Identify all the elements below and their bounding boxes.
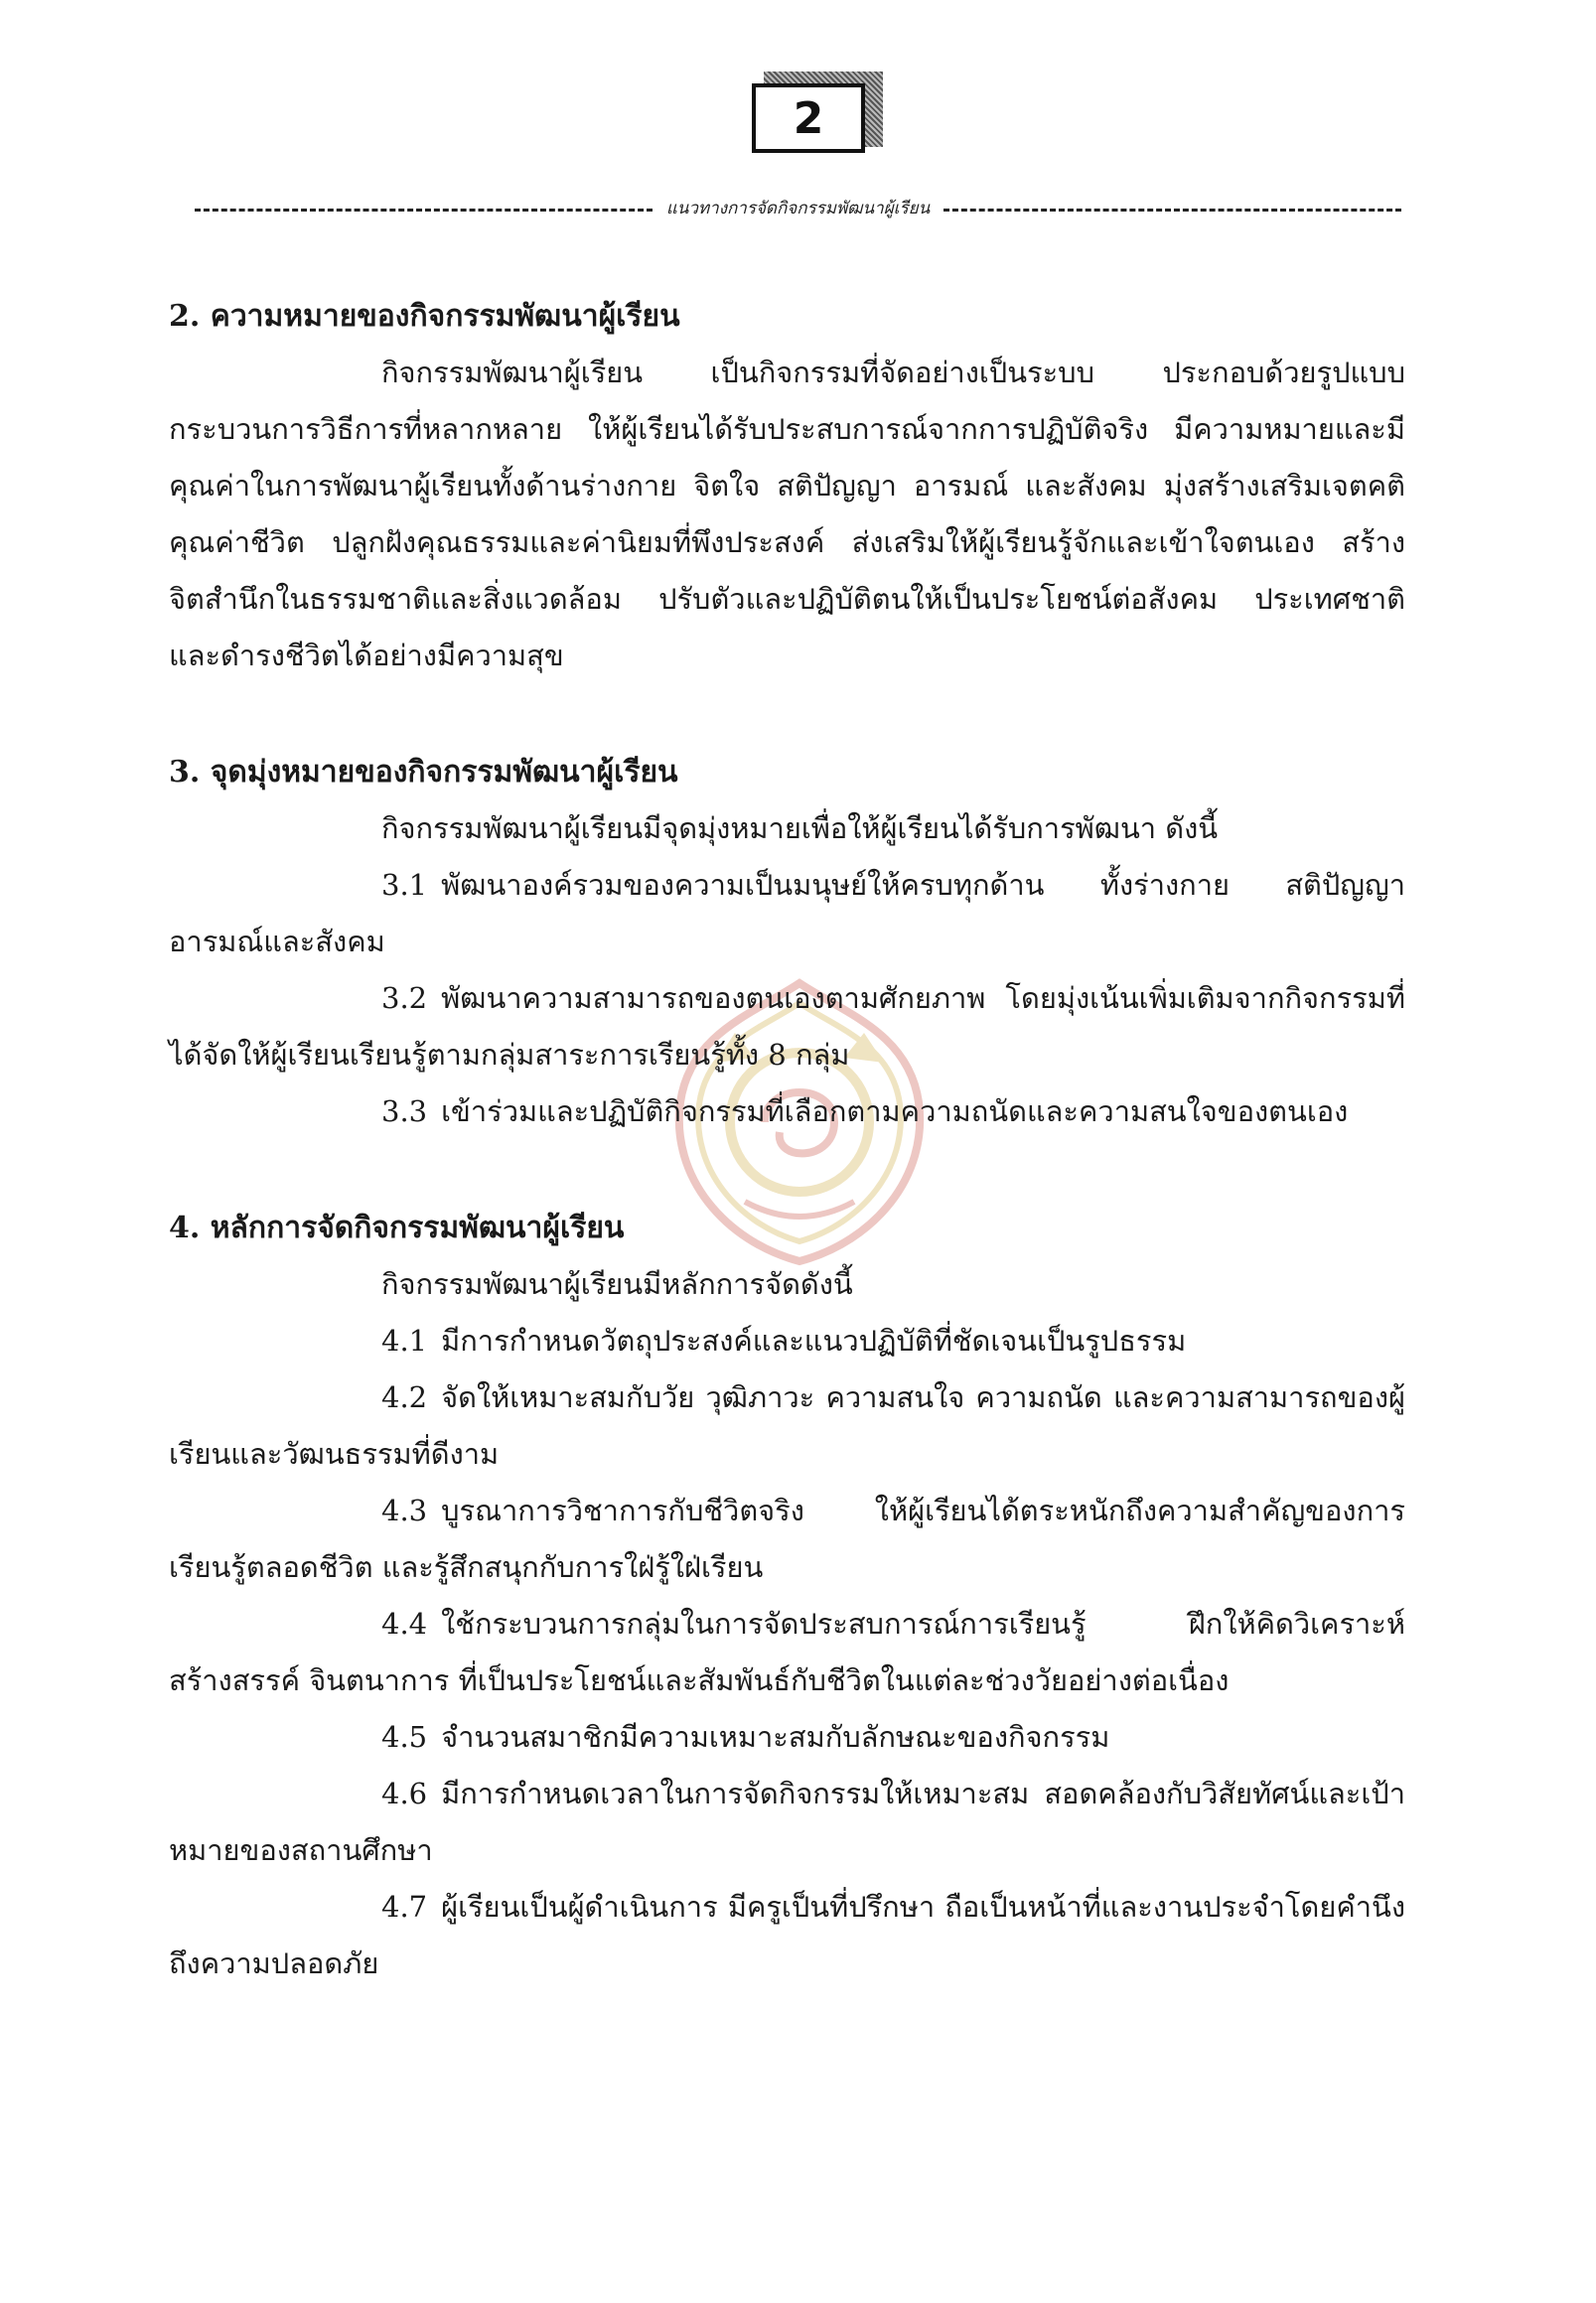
list-item: [169, 970, 1405, 1083]
section-2-paragraph: กิจกรรมพัฒนาผู้เรียน เป็นกิจกรรมที่จัดอย่างเป็นระบบ ประกอบด้วยรูปแบบกระบวนการวิธีการที่หลากหลาย ให้ผู้เรียนได้รับประสบการณ์จากการปฏิบัติจริง มีความหมายและมีคุณค่าในการพัฒนาผู้เรียนทั้งด้านร่างกาย จิตใจ สติปัญญา อารมณ์ และสังคม มุ่งสร้างเสริมเจตคติ คุณค่าชีวิต ปลูกฝังคุณธรรมและค่านิยมที่พึงประสงค์ ส่งเสริมให้ผู้เรียนรู้จักและเข้าใจตนเอง สร้างจิตสำนึกในธรรมชาติและสิ่งแวดล้อม ปรับตัวและปฏิบัติตนให้เป็นประโยชน์ต่อสังคม ประเทศชาติ และดำรงชีวิตได้อย่างมีความสุข: [169, 356, 1405, 672]
item-text: เข้าร่วมและปฏิบัติกิจกรรมที่เลือกตามความถนัดและความสนใจของตนเอง: [441, 1094, 1349, 1128]
item-text: บูรณาการวิชาการกับชีวิตจริง ให้ผู้เรียนได้ตระหนักถึงความสำคัญของการเรียนรู้ตลอดชีวิต และรู้สึกสนุกกับการใฝ่รู้ใฝ่เรียน: [169, 1494, 1405, 1584]
running-header: [195, 193, 1401, 222]
section-3-heading: 3. จุดมุ่งหมายของกิจกรรมพัฒนาผู้เรียน: [169, 755, 678, 790]
header-rule-left: [195, 209, 653, 212]
page-number-badge: [752, 83, 883, 169]
list-item: [169, 1596, 1405, 1709]
item-number: 4.1: [381, 1324, 428, 1358]
item-number: 4.3: [381, 1494, 428, 1527]
section-4-intro: กิจกรรมพัฒนาผู้เรียนมีหลักการจัดดังนี้: [381, 1267, 853, 1301]
header-rule-right: [943, 209, 1401, 212]
item-text: ใช้กระบวนการกลุ่มในการจัดประสบการณ์การเรียนรู้ ฝึกให้คิดวิเคราะห์ สร้างสรรค์ จินตนาการ ที่เป็นประโยชน์และสัมพันธ์กับชีวิตในแต่ละช่วงวัยอย่างต่อเนื่อง: [169, 1607, 1405, 1697]
item-number: 4.4: [381, 1607, 428, 1641]
item-text: จัดให้เหมาะสมกับวัย วุฒิภาวะ ความสนใจ ความถนัด และความสามารถของผู้เรียนและวัฒนธรรมที่ดีงาม: [169, 1380, 1405, 1471]
list-item: [169, 1879, 1405, 1992]
running-header-title: แนวทางการจัดกิจกรรมพัฒนาผู้เรียน: [665, 198, 931, 218]
item-number: 4.6: [381, 1777, 428, 1810]
section-4-heading: 4. หลักการจัดกิจกรรมพัฒนาผู้เรียน: [169, 1211, 625, 1245]
section-2-heading: 2. ความหมายของกิจกรรมพัฒนาผู้เรียน: [169, 299, 680, 334]
page-number: 2: [752, 83, 865, 153]
item-text: มีการกำหนดวัตถุประสงค์และแนวปฏิบัติที่ชัดเจนเป็นรูปธรรม: [441, 1324, 1187, 1358]
section-3-intro: กิจกรรมพัฒนาผู้เรียนมีจุดมุ่งหมายเพื่อให้ผู้เรียนได้รับการพัฒนา ดังนี้: [381, 811, 1219, 845]
item-text: พัฒนาความสามารถของตนเองตามศักยภาพ โดยมุ่งเน้นเพิ่มเติมจากกิจกรรมที่ได้จัดให้ผู้เรียนเรียนรู้ตามกลุ่มสาระการเรียนรู้ทั้ง 8 กลุ่ม: [169, 981, 1405, 1072]
item-text: ผู้เรียนเป็นผู้ดำเนินการ มีครูเป็นที่ปรึกษา ถือเป็นหน้าที่และงานประจำโดยคำนึงถึงความปลอดภัย: [169, 1890, 1405, 1980]
item-text: จำนวนสมาชิกมีความเหมาะสมกับลักษณะของกิจกรรม: [441, 1720, 1110, 1754]
list-item: [169, 1766, 1405, 1879]
item-number: 4.5: [381, 1720, 428, 1754]
item-number: 4.2: [381, 1380, 428, 1414]
list-item: [169, 1313, 1405, 1369]
item-text: มีการกำหนดเวลาในการจัดกิจกรรมให้เหมาะสม สอดคล้องกับวิสัยทัศน์และเป้าหมายของสถานศึกษา: [169, 1777, 1405, 1867]
item-text: พัฒนาองค์รวมของความเป็นมนุษย์ให้ครบทุกด้าน ทั้งร่างกาย สติปัญญา อารมณ์และสังคม: [169, 868, 1405, 958]
item-number: 3.2: [381, 981, 428, 1015]
item-number: 4.7: [381, 1890, 428, 1924]
document-body: [169, 288, 1405, 1992]
list-item: [169, 1709, 1405, 1766]
item-number: 3.3: [381, 1094, 428, 1128]
list-item: [169, 857, 1405, 970]
list-item: [169, 1483, 1405, 1596]
list-item: [169, 1083, 1405, 1140]
list-item: [169, 1369, 1405, 1483]
item-number: 3.1: [381, 868, 428, 902]
